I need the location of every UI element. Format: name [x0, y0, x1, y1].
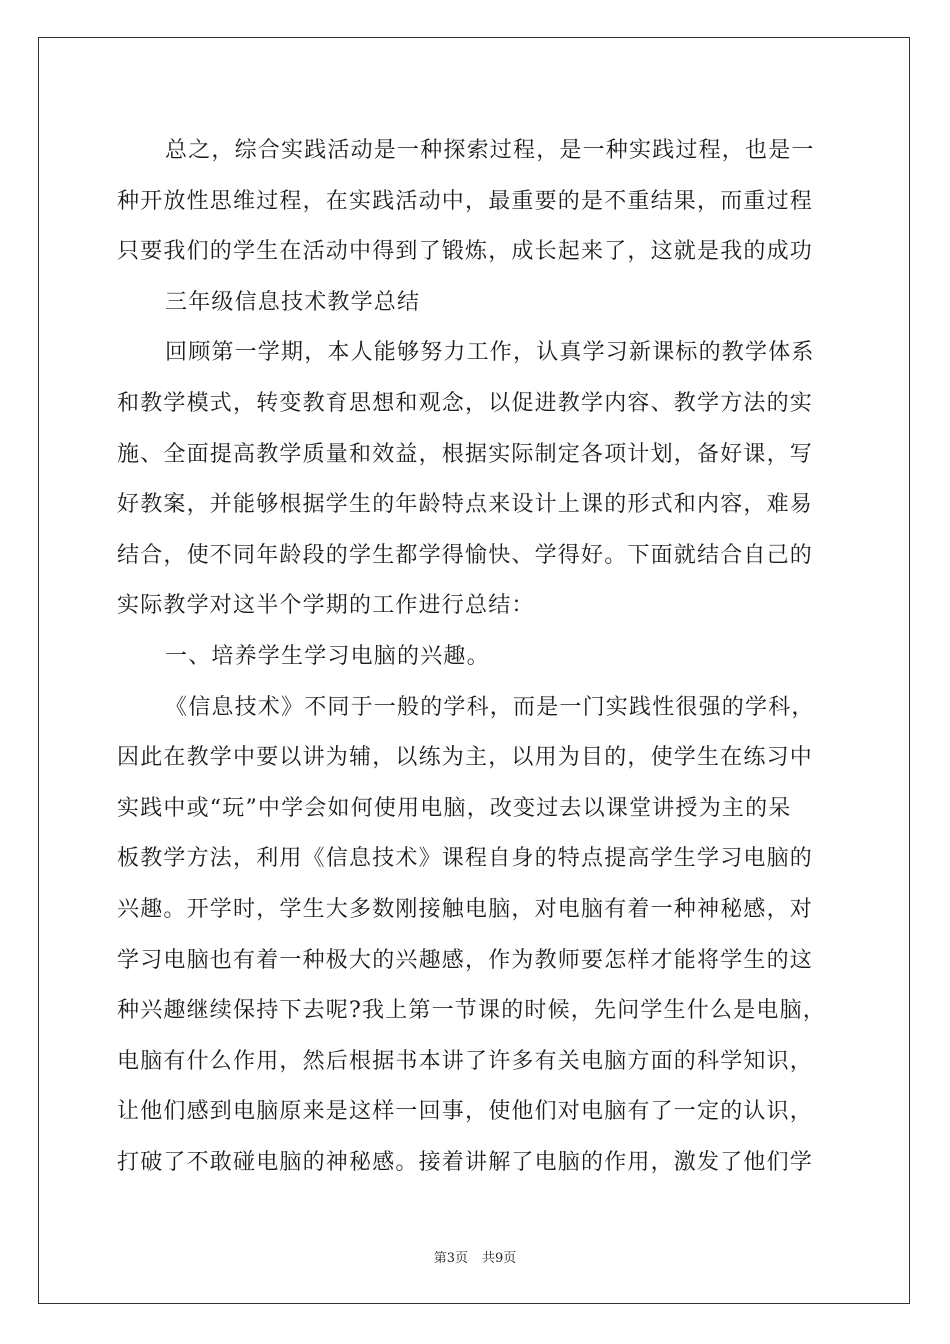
text-line: 种兴趣继续保持下去呢?我上第一节课的时候，先问学生什么是电脑， — [117, 998, 826, 1024]
text-line: 实践中或“玩”中学会如何使用电脑，改变过去以课堂讲授为主的呆 — [117, 795, 792, 821]
text-line: 兴趣。开学时，学生大多数刚接触电脑，对电脑有着一种神秘感，对 — [117, 896, 814, 922]
text-line: 只要我们的学生在活动中得到了锻炼，成长起来了，这就是我的成功 — [117, 239, 814, 265]
text-line: 因此在教学中要以讲为辅，以练为主，以用为目的，使学生在练习中 — [117, 745, 814, 771]
subsection-heading: 一、培养学生学习电脑的兴趣。 — [165, 643, 490, 669]
text-line: 板教学方法，利用《信息技术》课程自身的特点提高学生学习电脑的 — [117, 846, 814, 872]
page-footer — [0, 1247, 950, 1266]
text-line: 和教学模式，转变教育思想和观念，以促进教学内容、教学方法的实 — [117, 390, 814, 416]
text-line: 种开放性思维过程，在实践活动中，最重要的是不重结果，而重过程 — [117, 188, 814, 214]
text-line: 结合，使不同年龄段的学生都学得愉快、学得好。下面就结合自己的 — [117, 542, 814, 568]
text-line: 让他们感到电脑原来是这样一回事，使他们对电脑有了一定的认识， — [117, 1099, 814, 1125]
text-line: 学习电脑也有着一种极大的兴趣感，作为教师要怎样才能将学生的这 — [117, 947, 814, 973]
text-line: 实际教学对这半个学期的工作进行总结： — [117, 593, 535, 619]
text-line: 施、全面提高教学质量和效益，根据实际制定各项计划，备好课，写 — [117, 441, 814, 467]
text-line: 《信息技术》不同于一般的学科，而是一门实践性很强的学科， — [165, 694, 815, 720]
text-line: 总之，综合实践活动是一种探索过程，是一种实践过程，也是一 — [165, 138, 815, 163]
section-heading: 三年级信息技术教学总结 — [165, 289, 421, 315]
current-page-label: 第3页 — [433, 1251, 468, 1266]
text-line: 电脑有什么作用，然后根据书本讲了许多有关电脑方面的科学知识， — [117, 1048, 814, 1074]
text-line: 回顾第一学期，本人能够努力工作，认真学习新课标的教学体系 — [165, 340, 815, 366]
text-line: 打破了不敢碰电脑的神秘感。接着讲解了电脑的作用，激发了他们学 — [117, 1149, 814, 1175]
text-line: 好教案，并能够根据学生的年龄特点来设计上课的形式和内容，难易 — [117, 492, 814, 518]
document-body — [117, 126, 837, 1188]
total-pages-label: 共9页 — [482, 1251, 517, 1266]
